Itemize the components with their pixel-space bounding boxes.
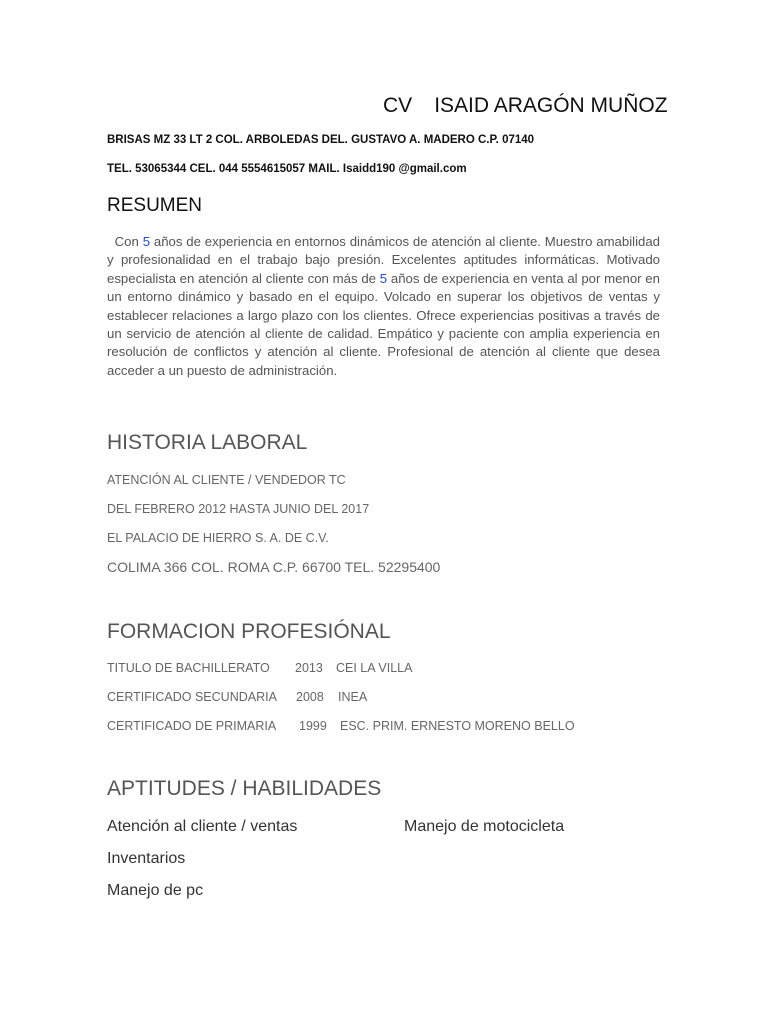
- education-title: TITULO DE BACHILLERATO: [107, 661, 270, 675]
- skill-item: Atención al cliente / ventas: [107, 818, 298, 835]
- job-period: DEL FEBRERO 2012 HASTA JUNIO DEL 2017: [107, 502, 370, 516]
- education-item: [107, 690, 367, 704]
- resumen-text-2: años de experiencia en entornos dinámicos de atención al cliente. Muestro amabilidad y profesionalidad en el trabajo bajo presión. Excelentes aptitudes informáticas. Motivado especialista en atención al cliente con más de: [107, 234, 661, 286]
- formacion-heading: FORMACION PROFESIÓNAL: [107, 620, 391, 643]
- years-experience-2: 5: [379, 270, 388, 286]
- skill-item: Manejo de pc: [107, 882, 204, 899]
- job-company: EL PALACIO DE HIERRO S. A. DE C.V.: [107, 531, 329, 545]
- job-position: ATENCIÓN AL CLIENTE / VENDEDOR TC: [107, 473, 346, 487]
- education-title: CERTIFICADO SECUNDARIA: [107, 690, 277, 704]
- skill-item: Manejo de motocicleta: [404, 818, 565, 835]
- cv-label: CV: [383, 94, 413, 117]
- candidate-name: ISAID ARAGÓN MUÑOZ: [434, 94, 668, 117]
- resumen-heading: RESUMEN: [107, 195, 203, 216]
- page-title: [383, 94, 668, 118]
- education-item: [107, 661, 412, 675]
- education-school: INEA: [338, 690, 368, 704]
- education-year: 1999: [299, 719, 327, 733]
- contact-line: TEL. 53065344 CEL. 044 5554615057 MAIL. Isaidd190 @gmail.com: [107, 163, 467, 175]
- years-experience-1: 5: [142, 234, 151, 249]
- skill-item: Inventarios: [107, 850, 186, 867]
- education-school: CEI LA VILLA: [336, 661, 413, 675]
- historia-heading: HISTORIA LABORAL: [107, 431, 308, 454]
- aptitudes-heading: APTITUDES / HABILIDADES: [107, 777, 382, 800]
- job-company-address: COLIMA 366 COL. ROMA C.P. 66700 TEL. 52295400: [107, 559, 441, 575]
- resumen-text-1: Con: [114, 234, 143, 249]
- resumen-paragraph: [107, 233, 660, 380]
- resumen-text-3: años de experiencia en venta al por menor en un entorno dinámico y basado en el equipo. Volcado en superar los objetivos de ventas y establecer relaciones a largo plazo con los clientes. Ofrece experiencias positivas a través de un servicio de atención al cliente de calidad. Empático y paciente con amplia experiencia en resolución de conflictos y atención al cliente. Profesional de atención al cliente que desea acceder a un puesto de administración.: [107, 270, 660, 378]
- education-item: [107, 719, 575, 733]
- education-title: CERTIFICADO DE PRIMARIA: [107, 719, 277, 733]
- education-year: 2013: [295, 661, 323, 675]
- education-school: ESC. PRIM. ERNESTO MORENO BELLO: [340, 719, 575, 733]
- education-year: 2008: [296, 690, 324, 704]
- address-line: BRISAS MZ 33 LT 2 COL. ARBOLEDAS DEL. GUSTAVO A. MADERO C.P. 07140: [107, 134, 535, 146]
